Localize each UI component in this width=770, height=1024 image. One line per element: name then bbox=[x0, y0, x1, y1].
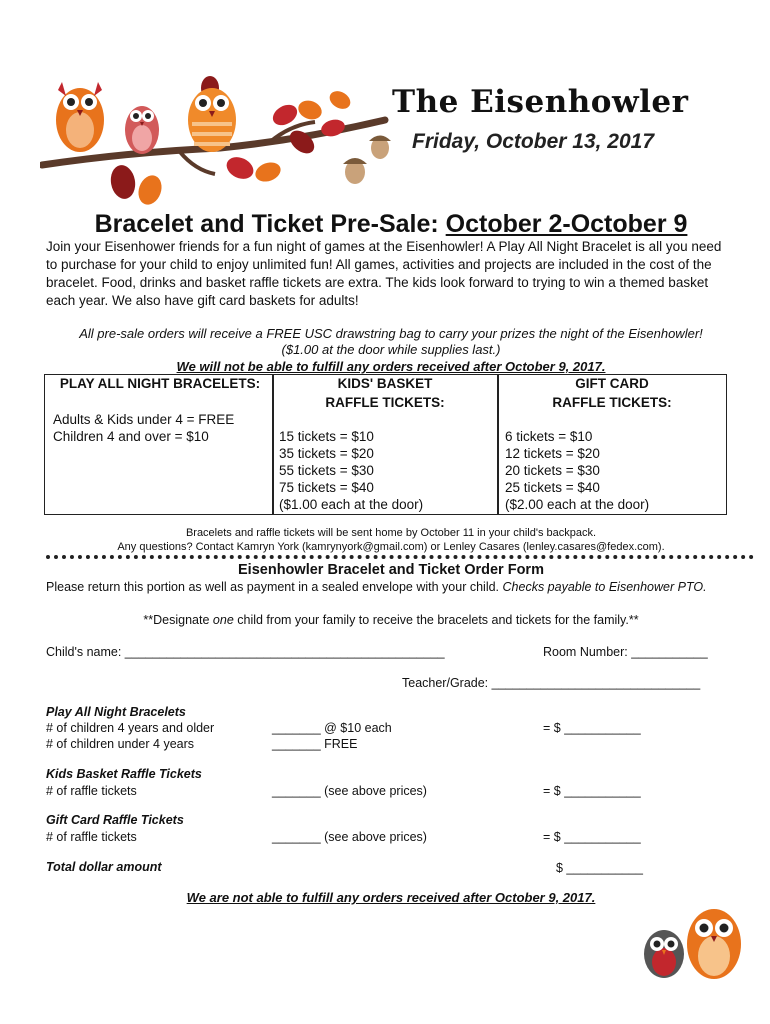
cut-line-divider bbox=[46, 555, 754, 559]
deadline-warning: We will not be able to fulfill any orders received after October 9, 2017. bbox=[176, 359, 606, 374]
owls-on-branch-illustration bbox=[40, 70, 410, 210]
gift-card-line-5: ($2.00 each at the door) bbox=[505, 497, 650, 512]
checks-payable: Checks payable to Eisenhower PTO. bbox=[502, 580, 707, 594]
kids-basket-line-2: 35 tickets = $20 bbox=[279, 446, 374, 461]
kids-label: # of raffle tickets bbox=[46, 784, 137, 798]
gift-card-line-1: 6 tickets = $10 bbox=[505, 429, 593, 444]
designate-one: one bbox=[212, 613, 234, 627]
gift-label: # of raffle tickets bbox=[46, 830, 137, 844]
gift-card-line-3: 20 tickets = $30 bbox=[505, 463, 600, 478]
form-instructions bbox=[46, 579, 726, 595]
pricing-table bbox=[44, 374, 727, 515]
column-divider bbox=[497, 375, 499, 514]
designate-post: child from your family to receive the bracelets and tickets for the family.** bbox=[233, 613, 639, 627]
kids-total[interactable]: = $ ___________ bbox=[543, 784, 641, 798]
presale-heading-prefix: Bracelet and Ticket Pre-Sale: bbox=[94, 210, 446, 238]
questions-note: Any questions? Contact Kamryn York (kamrynyork@gmail.com) or Lenley Casares (lenley.casares@fedex.com). bbox=[117, 541, 665, 553]
kids-section-title: Kids Basket Raffle Tickets bbox=[46, 767, 202, 781]
kids-basket-line-1: 15 tickets = $10 bbox=[279, 429, 374, 444]
kids-basket-line-4: 75 tickets = $40 bbox=[279, 480, 374, 495]
gift-card-header-2: RAFFLE TICKETS: bbox=[552, 395, 672, 410]
bracelets-row1-label: # of children 4 years and older bbox=[46, 721, 215, 735]
kids-qty[interactable]: _______ (see above prices) bbox=[272, 784, 427, 798]
bracelets-line-2: Children 4 and over = $10 bbox=[53, 429, 209, 444]
gift-card-header-1: GIFT CARD bbox=[575, 376, 649, 391]
presale-heading bbox=[46, 210, 736, 239]
teacher-grade-field[interactable]: Teacher/Grade: ______________________________ bbox=[402, 676, 701, 690]
final-warning: We are not able to fulfill any orders received after October 9, 2017. bbox=[186, 890, 596, 905]
form-instructions-text: Please return this portion as well as payment in a sealed envelope with your child. bbox=[46, 580, 500, 594]
bag-price: ($1.00 at the door while supplies last.) bbox=[281, 342, 501, 357]
kids-basket-header-1: KIDS' BASKET bbox=[337, 376, 433, 391]
event-title: The Eisenhowler bbox=[392, 84, 689, 120]
bracelets-row1-qty[interactable]: _______ @ $10 each bbox=[272, 721, 392, 735]
sent-home-note: Bracelets and raffle tickets will be sent home by October 11 in your child's backpack. bbox=[185, 527, 597, 539]
total-value[interactable]: $ ___________ bbox=[556, 861, 643, 875]
room-number-field[interactable]: Room Number: ___________ bbox=[543, 645, 708, 659]
kids-basket-header-2: RAFFLE TICKETS: bbox=[325, 395, 445, 410]
designate-pre: **Designate bbox=[143, 613, 213, 627]
total-label: Total dollar amount bbox=[46, 860, 162, 874]
intro-paragraph: Join your Eisenhower friends for a fun night of games at the Eisenhowler! A Play All Night Bracelet is all you need to purchase for your child to enjoy unlimited fun! All games, activities and projects are included in the cost of the bracelet. Food, drinks and basket raffle tickets are extra. The kids look forward to trying to win a themed basket each year. We also have gift card baskets for adults! bbox=[46, 239, 722, 308]
gift-total[interactable]: = $ ___________ bbox=[543, 830, 641, 844]
kids-basket-line-5: ($1.00 each at the door) bbox=[279, 497, 424, 512]
order-form-title: Eisenhowler Bracelet and Ticket Order Form bbox=[238, 562, 544, 578]
gift-section-title: Gift Card Raffle Tickets bbox=[46, 813, 184, 827]
bracelets-header: PLAY ALL NIGHT BRACELETS: bbox=[59, 376, 261, 391]
owls-footer-illustration bbox=[636, 906, 746, 981]
presale-heading-dates: October 2-October 9 bbox=[445, 210, 688, 238]
designate-note bbox=[46, 612, 736, 628]
gift-card-line-4: 25 tickets = $40 bbox=[505, 480, 600, 495]
event-date: Friday, October 13, 2017 bbox=[412, 130, 655, 153]
kids-basket-line-3: 55 tickets = $30 bbox=[279, 463, 374, 478]
bracelets-row2-qty[interactable]: _______ FREE bbox=[272, 737, 358, 751]
gift-card-line-2: 12 tickets = $20 bbox=[505, 446, 600, 461]
bracelets-section-title: Play All Night Bracelets bbox=[46, 705, 186, 719]
child-name-field[interactable]: Child's name: ______________________________________________ bbox=[46, 645, 445, 659]
bracelets-line-1: Adults & Kids under 4 = FREE bbox=[53, 412, 235, 427]
bracelets-row2-label: # of children under 4 years bbox=[46, 737, 195, 751]
bag-note: All pre-sale orders will receive a FREE USC drawstring bag to carry your prizes the night of the Eisenhowler! bbox=[79, 326, 703, 341]
column-divider bbox=[272, 375, 274, 514]
bracelets-row1-total[interactable]: = $ ___________ bbox=[543, 721, 641, 735]
gift-qty[interactable]: _______ (see above prices) bbox=[272, 830, 427, 844]
